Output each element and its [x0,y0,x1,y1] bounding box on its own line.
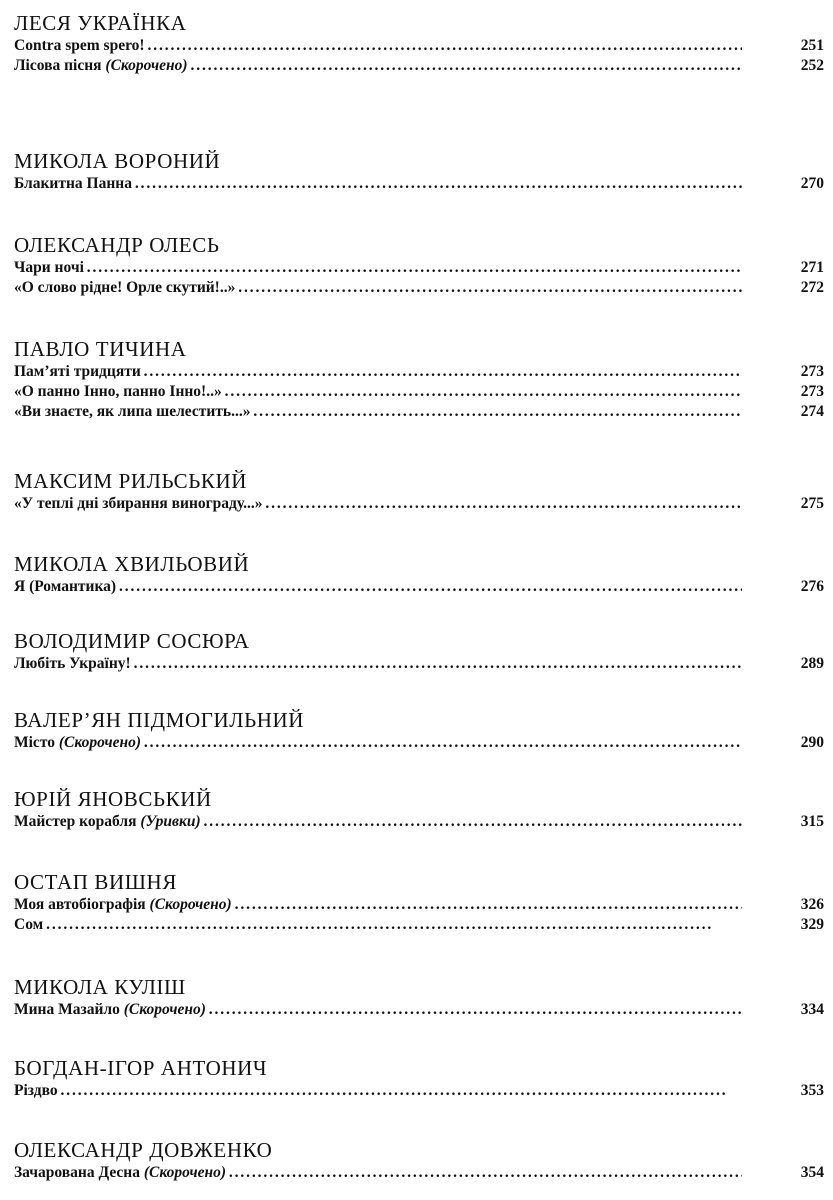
page-number: 270 [800,175,824,192]
author-heading: МИКОЛА ХВИЛЬОВИЙ [14,552,250,576]
entry-title: Моя автобіографія [14,896,146,913]
toc-section [14,1137,824,1183]
toc-section [14,232,824,298]
author-heading: ОЛЕКСАНДР ОЛЕСЬ [14,233,220,257]
page-number: 276 [800,578,824,595]
toc-entry [14,733,824,753]
entry-leader [14,382,742,402]
entry-leader [14,36,742,56]
entry-leader [14,733,742,753]
toc-entry [14,895,824,915]
entry-subtitle: (Скорочено) [58,734,142,751]
entry-title: Пам’яті тридцяти [14,363,141,380]
toc-section [14,869,824,935]
toc-section [14,336,824,422]
entry-leader [14,362,742,382]
author-heading: МАКСИМ РИЛЬСЬКИЙ [14,469,248,493]
toc-entry [14,1000,824,1020]
entry-leader [14,278,742,298]
toc-entry [14,577,824,597]
toc-entry [14,382,824,402]
toc-section [14,786,824,832]
author-heading: ВОЛОДИМИР СОСЮРА [14,629,250,653]
page-number: 251 [800,37,824,54]
entry-subtitle: (Скорочено) [143,1164,226,1181]
entry-title: Майстер корабля [14,813,137,830]
entry-leader [14,494,742,514]
entry-subtitle: (Скорочено) [149,896,232,913]
entry-leader [14,577,742,597]
author-heading: ВАЛЕР’ЯН ПІДМОГИЛЬНИЙ [14,708,305,732]
author-heading: БОГДАН-ІГОР АНТОНИЧ [14,1056,268,1080]
entry-title: Я (Романтика) [14,578,117,595]
entry-leader [14,895,742,915]
author-heading: ОСТАП ВИШНЯ [14,870,177,894]
entry-title: Любіть Україну! [14,655,131,672]
entry-title: Сом [14,916,44,933]
entry-leader [14,402,742,422]
page-number: 272 [800,279,824,296]
entry-title: «У теплі дні збирання винограду...» [14,495,263,512]
toc-entry [14,362,824,382]
entry-leader [14,915,742,935]
entry-title: Contra spem spero! [14,37,145,54]
author-heading: ЛЕСЯ УКРАЇНКА [14,11,187,35]
page-number: 334 [800,1001,824,1018]
toc-entry [14,494,824,514]
entry-leader [14,1000,742,1020]
toc-entry [14,56,824,76]
entry-leader [14,1081,742,1101]
entry-title: «О слово рідне! Орле скутий!..» [14,279,236,296]
toc-entry [14,402,824,422]
toc-entry [14,278,824,298]
author-heading: ЮРІЙ ЯНОВСЬКИЙ [14,787,212,811]
entry-title: Блакитна Панна [14,175,132,192]
page-number: 290 [800,734,824,751]
toc-section [14,468,824,514]
author-heading: ОЛЕКСАНДР ДОВЖЕНКО [14,1138,273,1162]
entry-leader [14,654,742,674]
entry-leader [14,1163,742,1183]
toc-entry [14,36,824,56]
page-number: 271 [800,259,824,276]
toc-entry [14,654,824,674]
entry-leader [14,258,742,278]
page-number: 252 [800,57,824,74]
page-number: 289 [800,655,824,672]
toc-section [14,1055,824,1101]
entry-title: Чари ночі [14,259,84,276]
toc-section [14,974,824,1020]
entry-title: Мина Мазайло [14,1001,120,1018]
page-number: 354 [800,1164,824,1181]
toc-entry [14,1081,824,1101]
toc-section [14,551,824,597]
page-number: 274 [800,403,824,420]
page-number: 326 [800,896,824,913]
page-number: 273 [800,383,824,400]
entry-leader [14,812,742,832]
page-number: 329 [800,916,824,933]
toc-entry [14,915,824,935]
author-heading: МИКОЛА КУЛІШ [14,975,186,999]
entry-leader [14,56,742,76]
page-number: 353 [800,1082,824,1099]
entry-title: «Ви знаєте, як липа шелестить...» [14,403,251,420]
author-heading: ПАВЛО ТИЧИНА [14,337,187,361]
entry-title: Різдво [14,1082,58,1099]
entry-title: Лісова пісня [14,57,102,74]
page-number: 273 [800,363,824,380]
toc-entry [14,812,824,832]
entry-title: «О панно Інно, панно Інно!..» [14,383,222,400]
entry-title: Місто [14,734,55,751]
author-heading: МИКОЛА ВОРОНИЙ [14,149,221,173]
page-number: 275 [800,495,824,512]
toc-section [14,628,824,674]
entry-subtitle: (Скорочено) [105,57,188,74]
toc-entry [14,258,824,278]
entry-subtitle: (Скорочено) [123,1001,206,1018]
toc-entry [14,1163,824,1183]
entry-title: Зачарована Десна [14,1164,140,1181]
toc-section [14,148,824,194]
toc-entry [14,174,824,194]
entry-leader [14,174,742,194]
page-number: 315 [800,813,824,830]
entry-subtitle: (Уривки) [140,813,201,830]
toc-section [14,10,824,76]
toc-section [14,707,824,753]
